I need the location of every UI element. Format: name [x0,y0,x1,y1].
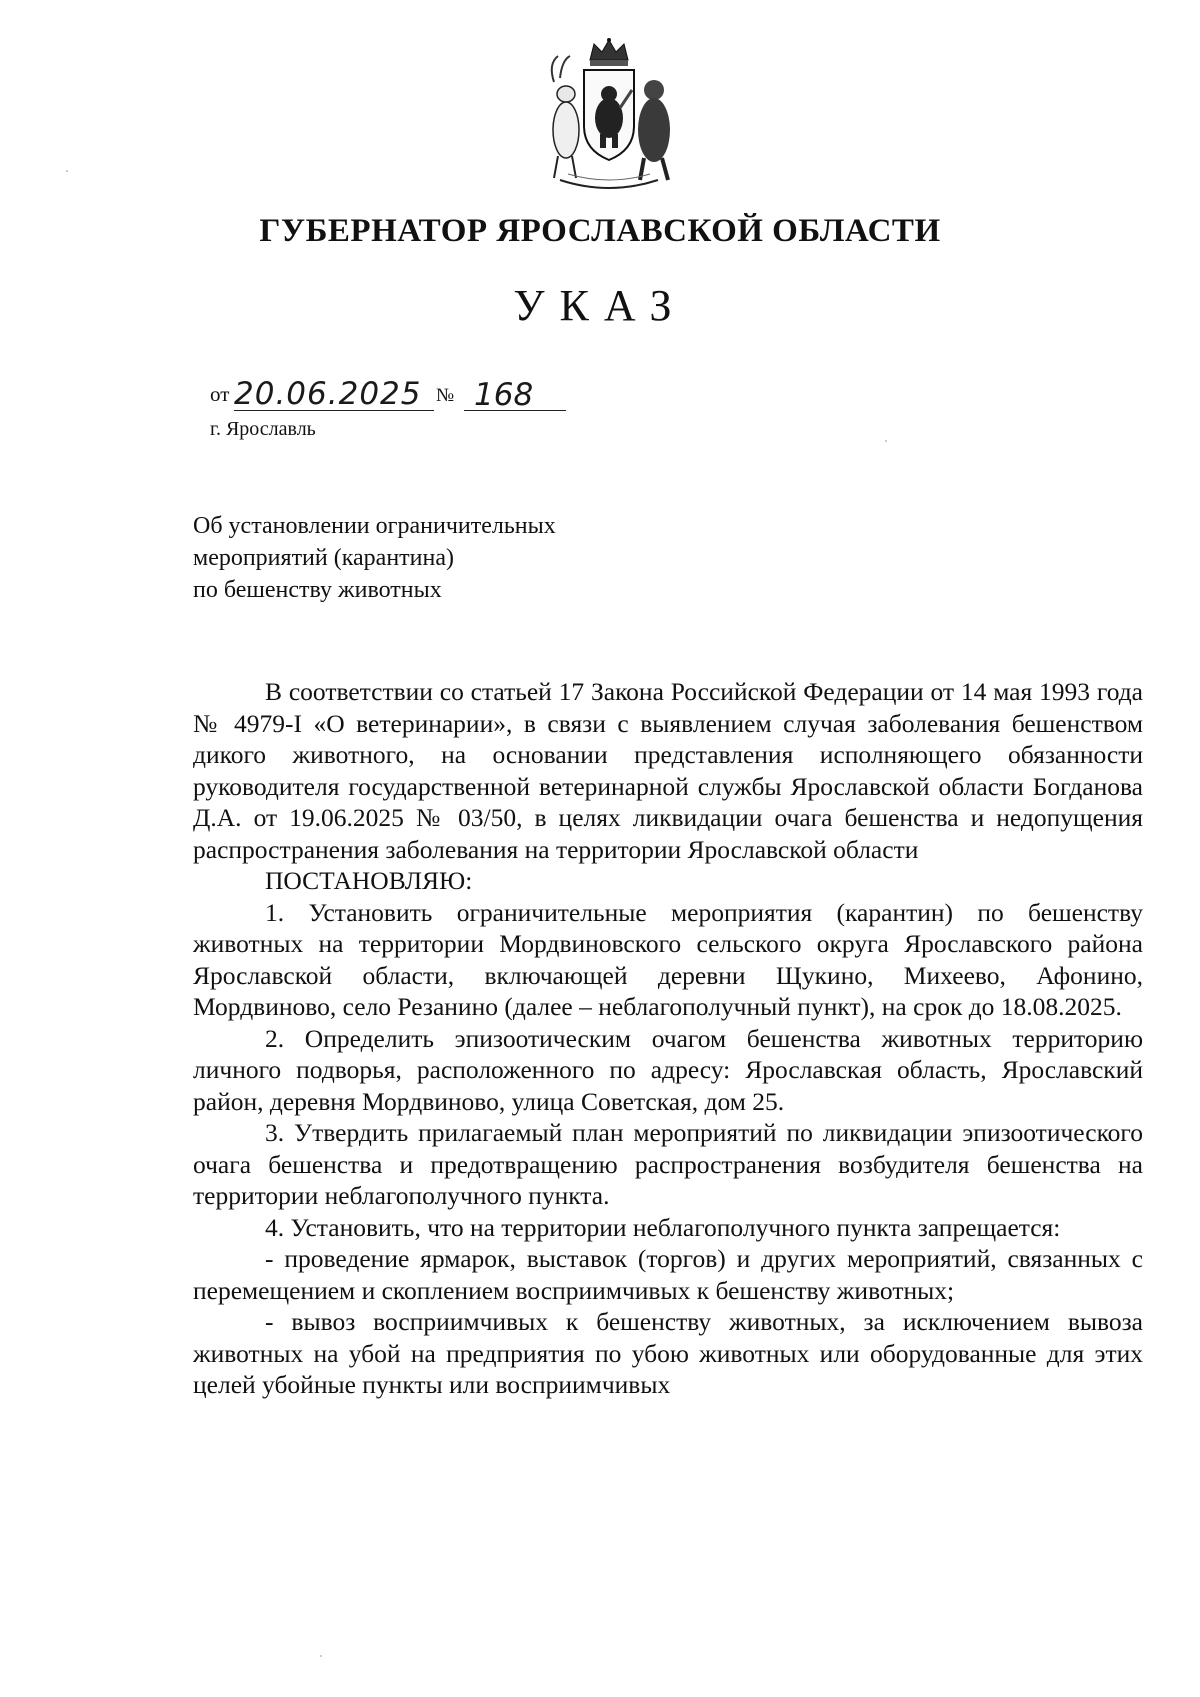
subject-line: Об установлении ограничительных [193,513,556,539]
list-item: - проведение ярмарок, выставок (торгов) и других мероприятий, связанных с перемещением и скоплением восприимчивых к бешенству животных; [193,1244,1143,1305]
subject-line: по бешенству животных [193,577,442,603]
clause-paragraph: 3. Утвердить прилагаемый план мероприятий по ликвидации эпизоотического очага бешенства и предотвращению распространения возбудителя бешенства на территории неблагополучного пункта. [193,1118,1143,1210]
preamble-paragraph: В соответствии со статьей 17 Закона Российской Федерации от 14 мая 1993 года № 4979-I «О ветеринарии», в связи с выявлением случая заболевания бешенством дикого животного, на основании представления исполняющего обязанности руководителя государственной ветеринарной службы Ярославской области Богданова Д.А. от 19.06.2025 № 03/50, в целях ликвидации очага бешенства и недопущения распространения заболевания на территории Ярославской области [193,677,1143,864]
issue-city: г. Ярославль [210,418,316,440]
clause-paragraph: 1. Установить ограничительные мероприятия (карантин) по бешенству животных на территории Мордвиновского сельского округа Ярославского района Ярославской области, включающей деревни Щукино, Михеево, Афонино, Мордвиново, село Резанино (далее – неблагополучный пункт), на срок до 18.08.2025. [193,897,1143,1021]
scan-speck [885,440,887,442]
coat-of-arms-icon [540,38,678,190]
document-type: УКАЗ [513,281,687,330]
number-sign: № [436,385,455,406]
subject-line: мероприятий (карантина) [193,545,454,571]
document-number: 168 [464,375,566,411]
decree-word: ПОСТАНОВЛЯЮ: [265,866,473,895]
issuing-authority: ГУБЕРНАТОР ЯРОСЛАВСКОЙ ОБЛАСТИ [259,213,941,249]
scan-speck [320,1655,322,1657]
date-prefix: от [210,382,230,406]
clause-paragraph: 4. Установить, что на территории неблагополучного пункта запрещается: [265,1212,1061,1242]
document-body [193,676,1143,1401]
document-date: 20.06.2025 [234,374,434,411]
clause-paragraph: 2. Определить эпизоотическим очагом бешенства животных территорию личного подворья, расположенного по адресу: Ярославская область, Ярославский район, деревня Мордвиново, улица Советская, дом 25. [193,1023,1143,1116]
document-subject [193,510,713,606]
scan-speck [66,170,68,172]
list-item: - вывоз восприимчивых к бешенству животных, за исключением вывоза животных на убой на предприятия по убою животных или оборудованные для этих целей убойные пункты или восприимчивых [193,1307,1143,1399]
